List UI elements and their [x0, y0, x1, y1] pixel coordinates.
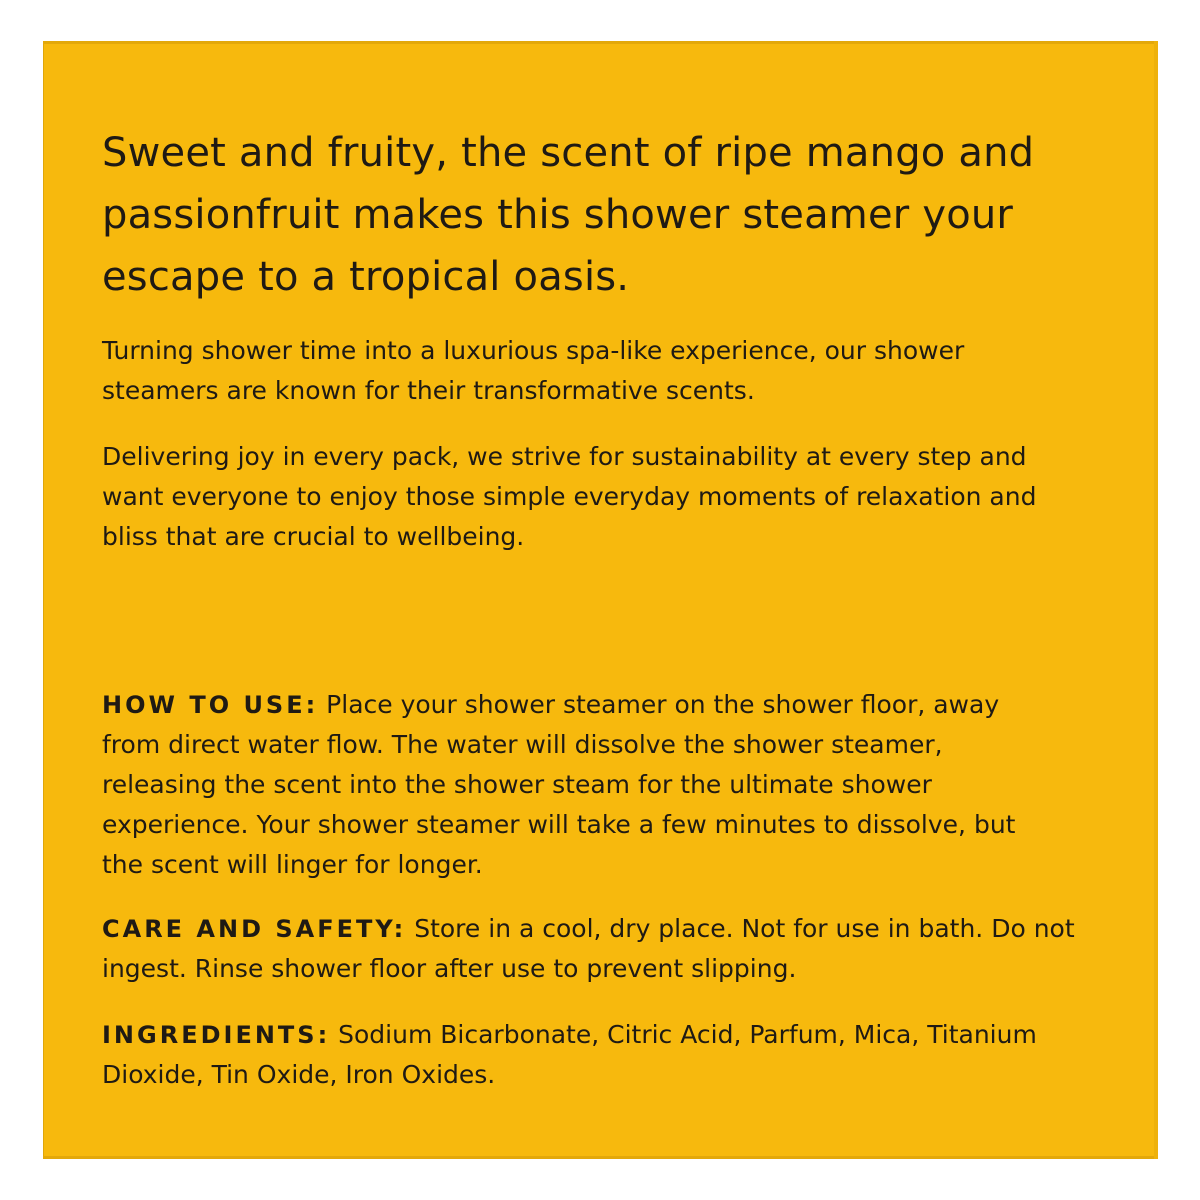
headline: Sweet and fruity, the scent of ripe mango and passionfruit makes this shower steamer your escape to a tropical oasis.: [102, 130, 1035, 300]
package-bottom-edge: [43, 1156, 1158, 1159]
care-and-safety-text: Store in a cool, dry place. Not for use in bath. Do not ingest. Rinse shower floor after use to prevent slipping.: [102, 914, 1075, 983]
ingredients-text: Sodium Bicarbonate, Citric Acid, Parfum, Mica, Titanium Dioxide, Tin Oxide, Iron Oxides.: [102, 1020, 1037, 1089]
package-right-edge: [1154, 41, 1158, 1159]
ingredients-section: [102, 1015, 1062, 1095]
ingredients-label: INGREDIENTS:: [102, 1021, 331, 1049]
package-top-edge: [43, 41, 1158, 44]
mission-paragraph: Delivering joy in every pack, we strive for sustainability at every step and want everyone to enjoy those simple everyday moments of relaxation and bliss that are crucial to wellbeing.: [102, 442, 1037, 551]
care-and-safety-label: CARE AND SAFETY:: [102, 915, 407, 943]
how-to-use-text: Place your shower steamer on the shower floor, away from direct water flow. The water will dissolve the shower steamer, releasing the scent into the shower steam for the ultimate shower experience. Your shower steamer will take a few minutes to dissolve, but the scent will linger for longer.: [102, 690, 1016, 879]
care-and-safety-section: [102, 909, 1082, 989]
how-to-use-label: HOW TO USE:: [102, 691, 319, 719]
how-to-use-section: [102, 685, 1062, 885]
intro-paragraph: Turning shower time into a luxurious spa-like experience, our shower steamers are known for their transformative scents.: [102, 336, 965, 405]
